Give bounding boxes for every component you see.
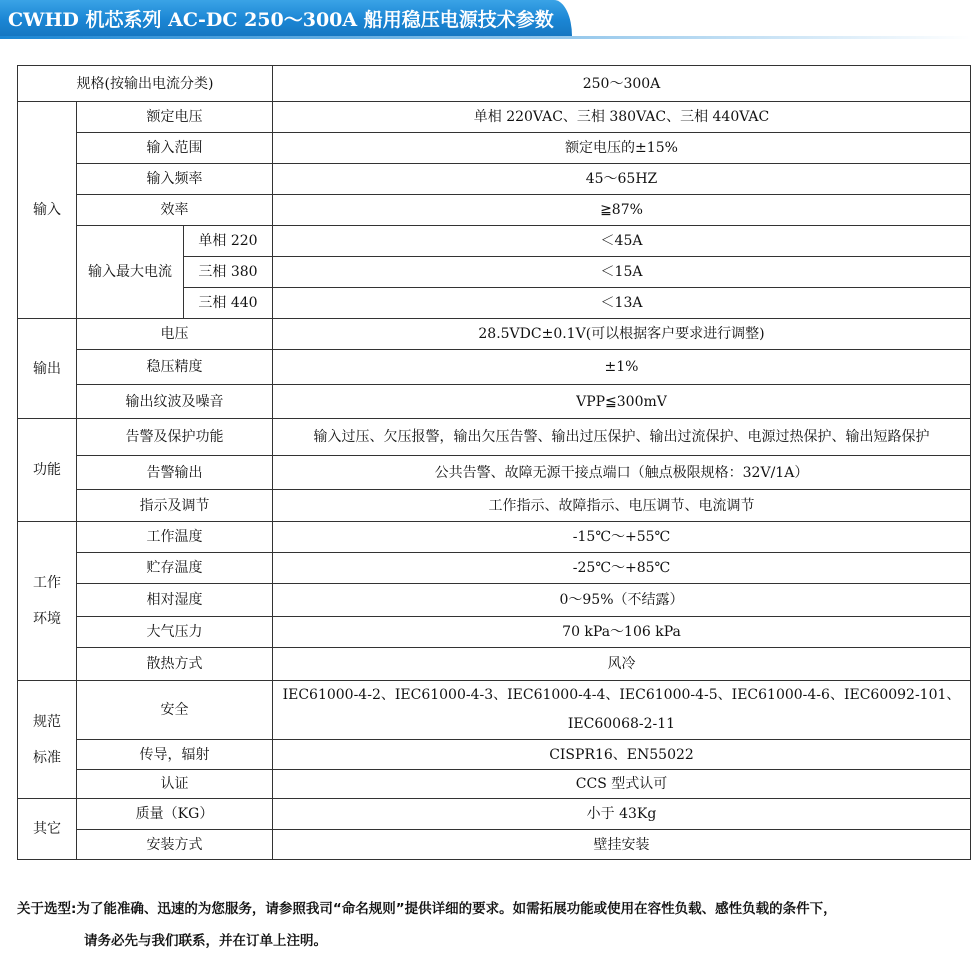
- group-other: 其它: [18, 799, 77, 860]
- group-label-line2: 环境: [33, 611, 61, 627]
- row-label: 认证: [77, 770, 273, 799]
- group-label-line1: 规范: [33, 713, 61, 730]
- group-label-line1: 工作: [33, 575, 61, 591]
- table-row: [18, 350, 971, 385]
- group-output: 输出: [18, 319, 77, 419]
- group-label-line2: 标准: [33, 749, 61, 766]
- row-label: 电压: [77, 319, 273, 350]
- table-row: [18, 740, 971, 770]
- header-underline: [0, 36, 971, 39]
- table-row: [18, 133, 971, 164]
- row-value: 风冷: [273, 648, 971, 681]
- row-value: ＜15A: [273, 257, 971, 288]
- row-value: 0～95%（不结露）: [273, 584, 971, 617]
- sub-label: 三相 440: [184, 288, 273, 319]
- page-header: [0, 0, 971, 40]
- row-value: ±1%: [273, 350, 971, 385]
- table-row: [18, 522, 971, 553]
- row-label: 安全: [77, 681, 273, 740]
- table-row: [18, 66, 971, 102]
- row-value: 45～65HZ: [273, 164, 971, 195]
- row-value: [273, 681, 971, 740]
- row-label: 告警输出: [77, 456, 273, 490]
- row-value: 工作指示、故障指示、电压调节、电流调节: [273, 490, 971, 522]
- table-row: [18, 102, 971, 133]
- page-title: CWHD 机芯系列 AC-DC 250～300A 船用稳压电源技术参数: [8, 9, 554, 31]
- row-label: 稳压精度: [77, 350, 273, 385]
- row-value: VPP≦300mV: [273, 385, 971, 419]
- row-label: 工作温度: [77, 522, 273, 553]
- group-environment: [18, 522, 77, 681]
- table-row: [18, 456, 971, 490]
- row-label: 安装方式: [77, 830, 273, 860]
- row-value: ≧87%: [273, 195, 971, 226]
- row-label: 告警及保护功能: [77, 419, 273, 456]
- row-label: 输入频率: [77, 164, 273, 195]
- table-row: [18, 830, 971, 860]
- row-value: -15℃～+55℃: [273, 522, 971, 553]
- row-value: 单相 220VAC、三相 380VAC、三相 440VAC: [273, 102, 971, 133]
- row-label: 质量（KG）: [77, 799, 273, 830]
- group-standards: [18, 681, 77, 799]
- group-function: 功能: [18, 419, 77, 522]
- row-value: 28.5VDC±0.1V(可以根据客户要求进行调整): [273, 319, 971, 350]
- table-row: [18, 648, 971, 681]
- sub-label: 单相 220: [184, 226, 273, 257]
- row-label: 传导，辐射: [77, 740, 273, 770]
- row-value: 70 kPa～106 kPa: [273, 617, 971, 648]
- row-label: 额定电压: [77, 102, 273, 133]
- row-label: 输入范围: [77, 133, 273, 164]
- table-row: [18, 553, 971, 584]
- group-input: 输入: [18, 102, 77, 319]
- row-label: 指示及调节: [77, 490, 273, 522]
- table-row: [18, 490, 971, 522]
- table-row: [18, 617, 971, 648]
- spec-value: 250～300A: [273, 66, 971, 102]
- row-value: 小于 43Kg: [273, 799, 971, 830]
- selection-note: [17, 893, 967, 957]
- table-row: [18, 319, 971, 350]
- row-value: 输入过压、欠压报警，输出欠压告警、输出过压保护、输出过流保护、电源过热保护、输出短路保护: [273, 419, 971, 456]
- row-value: 额定电压的±15%: [273, 133, 971, 164]
- row-value: CCS 型式认可: [273, 770, 971, 799]
- row-label: 输出纹波及噪音: [77, 385, 273, 419]
- row-label: 贮存温度: [77, 553, 273, 584]
- value-line2: IEC60068-2-11: [567, 716, 676, 732]
- spec-table: [17, 65, 971, 860]
- row-value: 公共告警、故障无源干接点端口（触点极限规格：32V/1A）: [273, 456, 971, 490]
- row-value: CISPR16、EN55022: [273, 740, 971, 770]
- row-label: 效率: [77, 195, 273, 226]
- note-line2: 请务必先与我们联系，并在订单上注明。: [84, 933, 327, 949]
- row-value: -25℃～+85℃: [273, 553, 971, 584]
- table-row: [18, 226, 971, 257]
- max-current-label: 输入最大电流: [77, 226, 184, 319]
- header-tab: [0, 0, 572, 36]
- row-label: 大气压力: [77, 617, 273, 648]
- row-label: 散热方式: [77, 648, 273, 681]
- row-value: ＜13A: [273, 288, 971, 319]
- spec-label: 规格(按输出电流分类): [18, 66, 273, 102]
- table-row: [18, 385, 971, 419]
- row-value: ＜45A: [273, 226, 971, 257]
- table-row: [18, 681, 971, 740]
- value-line1: IEC61000-4-2、IEC61000-4-3、IEC61000-4-4、IEC61000-4-5、IEC61000-4-6、IEC60092-101、: [282, 687, 961, 703]
- table-row: [18, 584, 971, 617]
- table-row: [18, 419, 971, 456]
- table-row: [18, 770, 971, 799]
- note-line1: 关于选型:为了能准确、迅速的为您服务，请参照我司“命名规则”提供详细的要求。如需拓展功能或使用在容性负载、感性负载的条件下，: [17, 901, 837, 917]
- row-label: 相对湿度: [77, 584, 273, 617]
- table-row: [18, 164, 971, 195]
- row-value: 壁挂安装: [273, 830, 971, 860]
- sub-label: 三相 380: [184, 257, 273, 288]
- table-row: [18, 195, 971, 226]
- table-row: [18, 799, 971, 830]
